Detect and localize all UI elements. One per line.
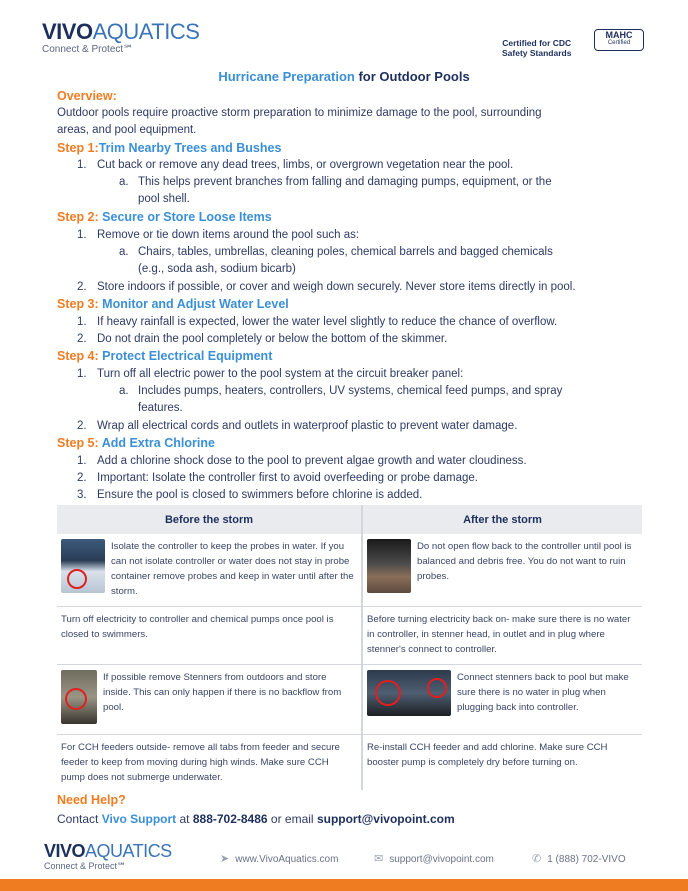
cdc-certification <box>502 38 571 58</box>
step2-title: Secure or Store Loose Items <box>102 210 272 224</box>
stenner-pump-photo <box>61 670 97 724</box>
step2-item2-num: 2. <box>77 281 87 293</box>
table-header-row <box>57 505 642 534</box>
step1-title: Trim Nearby Trees and Bushes <box>98 141 282 155</box>
step3-item1-num: 1. <box>77 316 87 328</box>
footer-email[interactable] <box>374 852 494 865</box>
help-or-email: or email <box>267 812 317 826</box>
row3-before-text: If possible remove Stenners from outdoors and store inside. This can only happen if there is no backflow from pool. <box>103 671 342 713</box>
footer-website[interactable] <box>220 852 338 865</box>
vivo-support-link[interactable]: Vivo Support <box>101 812 177 826</box>
step2-heading <box>57 210 272 224</box>
phone-icon: ✆ <box>532 853 542 865</box>
step5-item1: Add a chlorine shock dose to the pool to prevent algae growth and water cloudiness. <box>97 455 527 467</box>
step4-sub-a <box>138 383 562 417</box>
step2-sub-a <box>138 244 553 278</box>
step1-item1-num: 1. <box>77 159 87 171</box>
step4-sub-a-line2: features. <box>138 402 183 414</box>
footer-logo <box>44 841 172 872</box>
logo-light: AQUATICS <box>92 19 200 44</box>
step3-label: Step 3: <box>57 297 99 311</box>
step4-label: Step 4: <box>57 349 99 363</box>
footer-phone-text: 1 (888) 702-VIVO <box>547 854 626 865</box>
step2-item1-num: 1. <box>77 229 87 241</box>
step4-item1: Turn off all electric power to the pool system at the circuit breaker panel: <box>97 368 464 380</box>
footer-website-text: www.VivoAquatics.com <box>235 854 339 865</box>
step3-heading <box>57 297 289 311</box>
step4-title: Protect Electrical Equipment <box>102 349 273 363</box>
row2-after: Before turning electricity back on- make sure there is no water in controller, in stenner head, in outlet and in plug where stenner's connect to controller. <box>362 606 642 664</box>
row4-before: For CCH feeders outside- remove all tabs from feeder and secure feeder to keep from moving during high winds. Make sure CCH pump does not submerge underwater. <box>57 734 362 790</box>
step5-item1-num: 1. <box>77 455 87 467</box>
cert-line-1: Certified for CDC <box>502 38 572 48</box>
row3-after <box>362 664 642 734</box>
step2-sub-a-line1: Chairs, tables, umbrellas, cleaning poles, chemical barrels and bagged chemicals <box>138 246 553 258</box>
logo-bold: VIVO <box>42 19 93 44</box>
mahc-sub: Certified <box>607 40 631 46</box>
step4-sub-a-line1: Includes pumps, heaters, controllers, UV systems, chemical feed pumps, and spray <box>138 385 563 397</box>
step1-label: Step 1: <box>57 141 99 155</box>
row3-before <box>57 664 362 734</box>
table-row <box>57 606 642 664</box>
controller-probe-photo <box>61 539 105 593</box>
row3-after-text: Connect stenners back to pool but make sure there is no water in plug when plugging back into controller. <box>457 671 629 713</box>
row2-before: Turn off electricity to controller and chemical pumps once pool is closed to swimmers. <box>57 606 362 664</box>
footer-logo-bold: VIVO <box>44 841 86 861</box>
step5-item3-num: 3. <box>77 489 87 501</box>
step5-label: Step 5: <box>57 436 99 450</box>
row4-after: Re-install CCH feeder and add chlorine. Make sure CCH booster pump is completely dry before turning on. <box>362 734 642 790</box>
logo-tagline: Connect & Protect℠ <box>42 44 134 55</box>
step1-item1: Cut back or remove any dead trees, limbs, or overgrown vegetation near the pool. <box>97 159 514 171</box>
storm-table <box>57 505 642 790</box>
help-email[interactable]: support@vivopoint.com <box>316 812 455 826</box>
header-logo <box>42 20 199 55</box>
step5-title: Add Extra Chlorine <box>101 436 215 450</box>
step2-item2: Store indoors if possible, or cover and weigh down securely. Never store items directly in pool. <box>97 281 576 293</box>
step1-heading <box>57 141 281 155</box>
table-row <box>57 534 642 606</box>
page-title <box>0 69 688 84</box>
step4-item2: Wrap all electrical cords and outlets in waterproof plastic to prevent water damage. <box>97 420 518 432</box>
mahc-title: MAHC <box>605 30 633 40</box>
step2-label: Step 2: <box>57 210 99 224</box>
step2-sub-a-marker: a. <box>119 246 129 258</box>
cert-line-2: Safety Standards <box>502 48 572 58</box>
row1-after <box>362 534 642 606</box>
title-rest: for Outdoor Pools <box>354 69 470 84</box>
footer-email-text: support@vivopoint.com <box>389 854 494 865</box>
controller-flow-photo <box>367 539 411 593</box>
footer-phone[interactable] <box>532 852 626 865</box>
step4-item2-num: 2. <box>77 420 87 432</box>
step3-title: Monitor and Adjust Water Level <box>102 297 289 311</box>
help-prefix: Contact <box>57 812 102 826</box>
table-row <box>57 734 642 790</box>
row1-before-text: Isolate the controller to keep the probes in water. If you can not isolate controller or water does not stay in probe container remove probes and keep in water until after the storm. <box>111 541 354 597</box>
step5-item3: Ensure the pool is closed to swimmers before chlorine is added. <box>97 489 423 501</box>
send-icon: ➤ <box>220 853 230 865</box>
table-row <box>57 664 642 734</box>
step2-item1: Remove or tie down items around the pool such as: <box>97 229 360 241</box>
title-highlight: Hurricane Preparation <box>218 69 355 84</box>
overview-heading: Overview: <box>57 89 117 103</box>
step5-item2: Important: Isolate the controller first to avoid overfeeding or probe damage. <box>97 472 478 484</box>
overview-line-2: areas, and pool equipment. <box>57 124 197 136</box>
step4-heading <box>57 349 272 363</box>
step1-sub-a-line2: pool shell. <box>138 193 190 205</box>
step3-item2: Do not drain the pool completely or below the bottom of the skimmer. <box>97 333 448 345</box>
row1-before <box>57 534 362 606</box>
footer-tagline: Connect & Protect℠ <box>44 861 127 871</box>
step3-item2-num: 2. <box>77 333 87 345</box>
footer-accent-bar <box>0 879 688 891</box>
help-at: at <box>176 812 193 826</box>
step5-item2-num: 2. <box>77 472 87 484</box>
overview-text <box>57 105 542 139</box>
col-after: After the storm <box>362 505 642 534</box>
footer-logo-light: AQUATICS <box>85 841 172 861</box>
help-heading: Need Help? <box>57 793 126 807</box>
step1-sub-a <box>138 174 552 208</box>
step1-sub-a-line1: This helps prevent branches from falling and damaging pumps, equipment, or the <box>138 176 552 188</box>
step2-sub-a-line2: (e.g., soda ash, sodium bicarb) <box>138 263 296 275</box>
mahc-badge <box>594 29 644 51</box>
step3-item1: If heavy rainfall is expected, lower the water level slightly to reduce the chance of overflow. <box>97 316 558 328</box>
col-before: Before the storm <box>57 505 362 534</box>
mail-icon: ✉ <box>374 853 384 865</box>
overview-line-1: Outdoor pools require proactive storm preparation to minimize damage to the pool, surrounding <box>57 107 542 119</box>
step1-sub-a-marker: a. <box>119 176 129 188</box>
stenner-plug-photo <box>367 670 451 716</box>
help-phone[interactable]: 888-702-8486 <box>192 812 268 826</box>
row1-after-text: Do not open flow back to the controller until pool is balanced and debris free. You do not want to ruin probes. <box>417 541 632 582</box>
step4-item1-num: 1. <box>77 368 87 380</box>
step4-sub-a-marker: a. <box>119 385 129 397</box>
step5-heading <box>57 436 215 450</box>
help-contact <box>57 811 455 828</box>
